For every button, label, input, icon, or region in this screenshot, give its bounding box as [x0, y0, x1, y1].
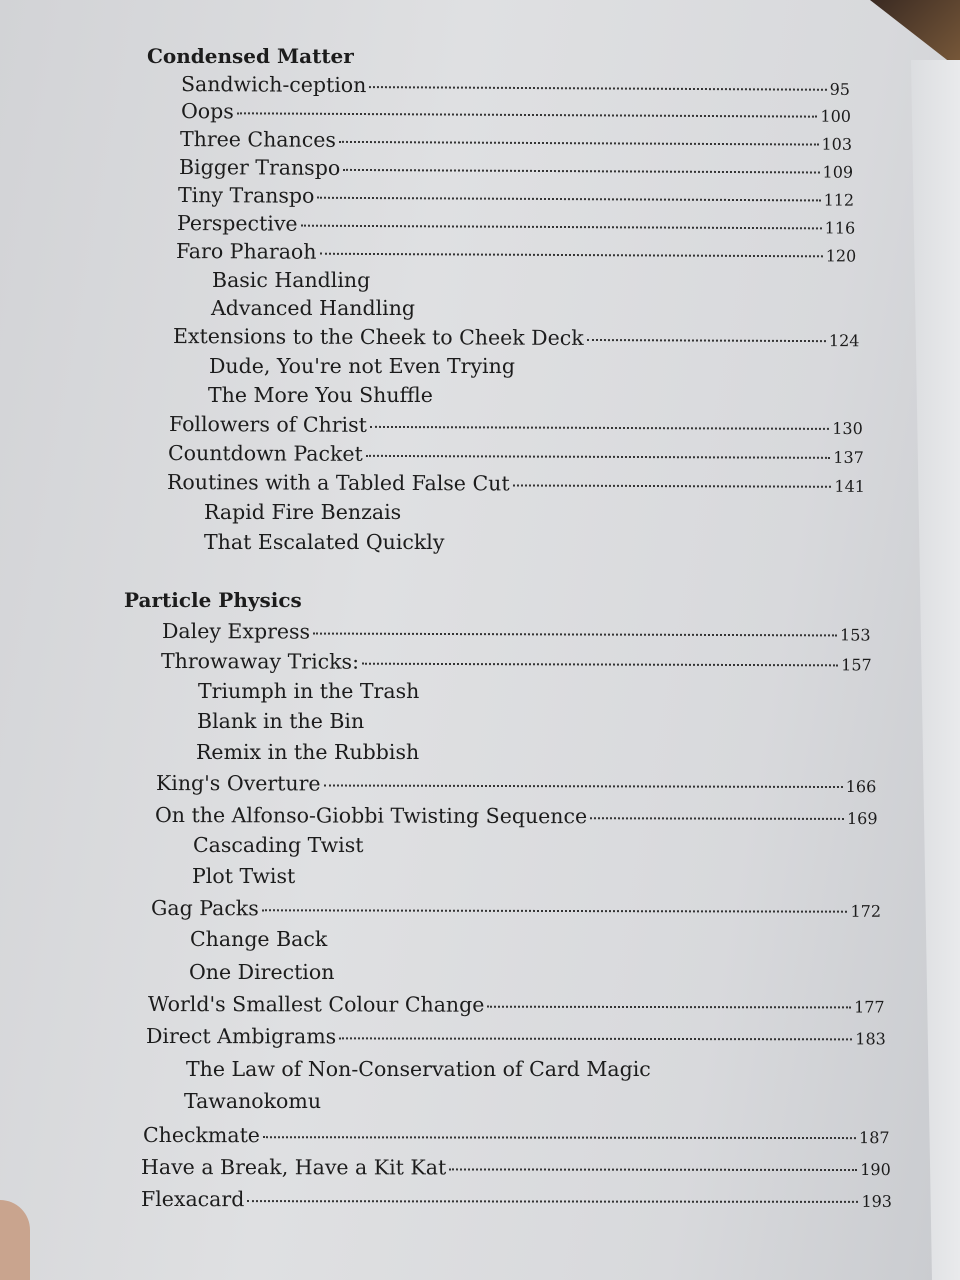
dot-leader	[513, 484, 832, 487]
toc-subentry: Tawanokomu	[184, 1089, 322, 1113]
toc-subentry: Plot Twist	[192, 864, 296, 888]
toc-entry	[161, 649, 872, 675]
dot-leader	[369, 86, 826, 91]
entry-title: Routines with a Tabled False Cut	[166, 470, 510, 496]
dot-leader	[247, 1200, 858, 1203]
entry-title: Have a Break, Have a Kit Kat	[140, 1155, 447, 1180]
page-number: 103	[821, 134, 853, 154]
entry-title: Faro Pharaoh	[175, 239, 317, 264]
toc-entry	[167, 470, 865, 497]
page-number: 130	[832, 418, 863, 439]
dot-leader	[487, 1006, 851, 1009]
toc-subentry: Triumph in the Trash	[198, 679, 420, 703]
page-number: 95	[829, 79, 851, 99]
page-number: 112	[823, 190, 855, 210]
dot-leader	[370, 426, 829, 430]
page-number: 187	[859, 1128, 890, 1148]
dot-leader	[317, 197, 820, 202]
page-number: 100	[820, 106, 852, 126]
toc-entry	[162, 619, 871, 646]
entry-title: On the Alfonso-Giobbi Twisting Sequence	[154, 803, 588, 829]
toc-entry	[176, 239, 856, 266]
entry-title: Daley Express	[161, 619, 311, 644]
entry-title: Bigger Transpo	[178, 155, 341, 180]
section-heading: Condensed Matter	[147, 44, 354, 68]
entry-title: Direct Ambigrams	[145, 1024, 337, 1049]
toc-entry	[181, 72, 850, 100]
entry-title: Followers of Christ	[168, 412, 367, 437]
toc-subentry: Basic Handling	[212, 268, 371, 292]
entry-title: Countdown Packet	[167, 441, 363, 466]
entry-title: Checkmate	[142, 1123, 260, 1148]
section-heading: Particle Physics	[124, 588, 302, 612]
toc-entry	[155, 803, 878, 829]
dot-leader	[339, 141, 819, 146]
toc-entry	[148, 992, 885, 1018]
dot-leader	[319, 253, 822, 258]
entry-title: Throwaway Tricks:	[160, 649, 360, 674]
page-number: 120	[825, 246, 857, 266]
page-number: 190	[860, 1159, 891, 1180]
dot-leader	[262, 909, 848, 912]
page-number: 124	[828, 331, 860, 351]
dot-leader	[237, 112, 818, 117]
entry-title: Three Chances	[179, 127, 336, 152]
entry-title: World's Smallest Colour Change	[147, 992, 485, 1017]
entry-title: Oops	[180, 99, 234, 124]
toc-entry	[141, 1155, 891, 1180]
entry-title: Sandwich-ception	[180, 72, 367, 98]
dot-leader	[590, 817, 844, 820]
entry-title: King's Overture	[155, 771, 321, 796]
toc-subentry: The Law of Non-Conservation of Card Magic	[186, 1057, 651, 1081]
toc-entry	[143, 1123, 890, 1148]
toc-entry	[177, 211, 855, 239]
page-number: 177	[854, 997, 885, 1017]
toc-subentry: Dude, You're not Even Trying	[209, 354, 515, 378]
toc-subentry: Change Back	[190, 927, 328, 951]
dot-leader	[313, 633, 837, 637]
entry-title: Extensions to the Cheek to Cheek Deck	[172, 324, 584, 350]
toc-entry	[146, 1024, 886, 1049]
toc-subentry: Advanced Handling	[211, 296, 416, 320]
page-number: 166	[845, 777, 877, 797]
page-number: 153	[840, 625, 871, 645]
toc-subentry: Remix in the Rubbish	[196, 740, 420, 764]
page-number: 193	[861, 1191, 893, 1211]
toc-subentry: The More You Shuffle	[208, 383, 433, 407]
toc-subentry: That Escalated Quickly	[204, 530, 445, 554]
toc-entry	[169, 412, 863, 439]
dot-leader	[339, 1037, 852, 1040]
toc-entry	[180, 127, 852, 155]
toc-entry	[168, 441, 864, 468]
page-number: 137	[833, 447, 864, 467]
toc-subentry: One Direction	[189, 960, 335, 984]
toc-subentry: Cascading Twist	[193, 833, 364, 857]
toc-entry	[173, 324, 860, 351]
toc-entry	[178, 183, 854, 211]
page-number: 183	[855, 1029, 886, 1049]
page-number: 169	[846, 808, 878, 829]
dot-leader	[362, 663, 838, 667]
dot-leader	[301, 225, 822, 230]
page-number: 157	[841, 655, 872, 675]
toc-entry	[141, 1187, 892, 1212]
entry-title: Perspective	[176, 211, 298, 236]
toc-entry	[181, 99, 851, 127]
toc-subentry: Rapid Fire Benzais	[204, 500, 402, 524]
page-number: 116	[824, 218, 856, 238]
toc-entry	[179, 155, 853, 183]
page-number: 172	[850, 901, 882, 921]
toc-entry	[151, 896, 881, 922]
entry-title: Gag Packs	[150, 896, 259, 921]
dot-leader	[449, 1168, 857, 1171]
toc-entry	[156, 771, 876, 797]
dot-leader	[263, 1136, 856, 1139]
page-number: 109	[822, 162, 854, 182]
dot-leader	[343, 169, 819, 174]
entry-title: Tiny Transpo	[177, 183, 315, 208]
dot-leader	[587, 339, 826, 342]
page-number: 141	[834, 476, 866, 496]
dot-leader	[366, 455, 831, 459]
entry-title: Flexacard	[140, 1187, 245, 1212]
toc-subentry: Blank in the Bin	[197, 709, 365, 733]
dot-leader	[324, 784, 843, 788]
